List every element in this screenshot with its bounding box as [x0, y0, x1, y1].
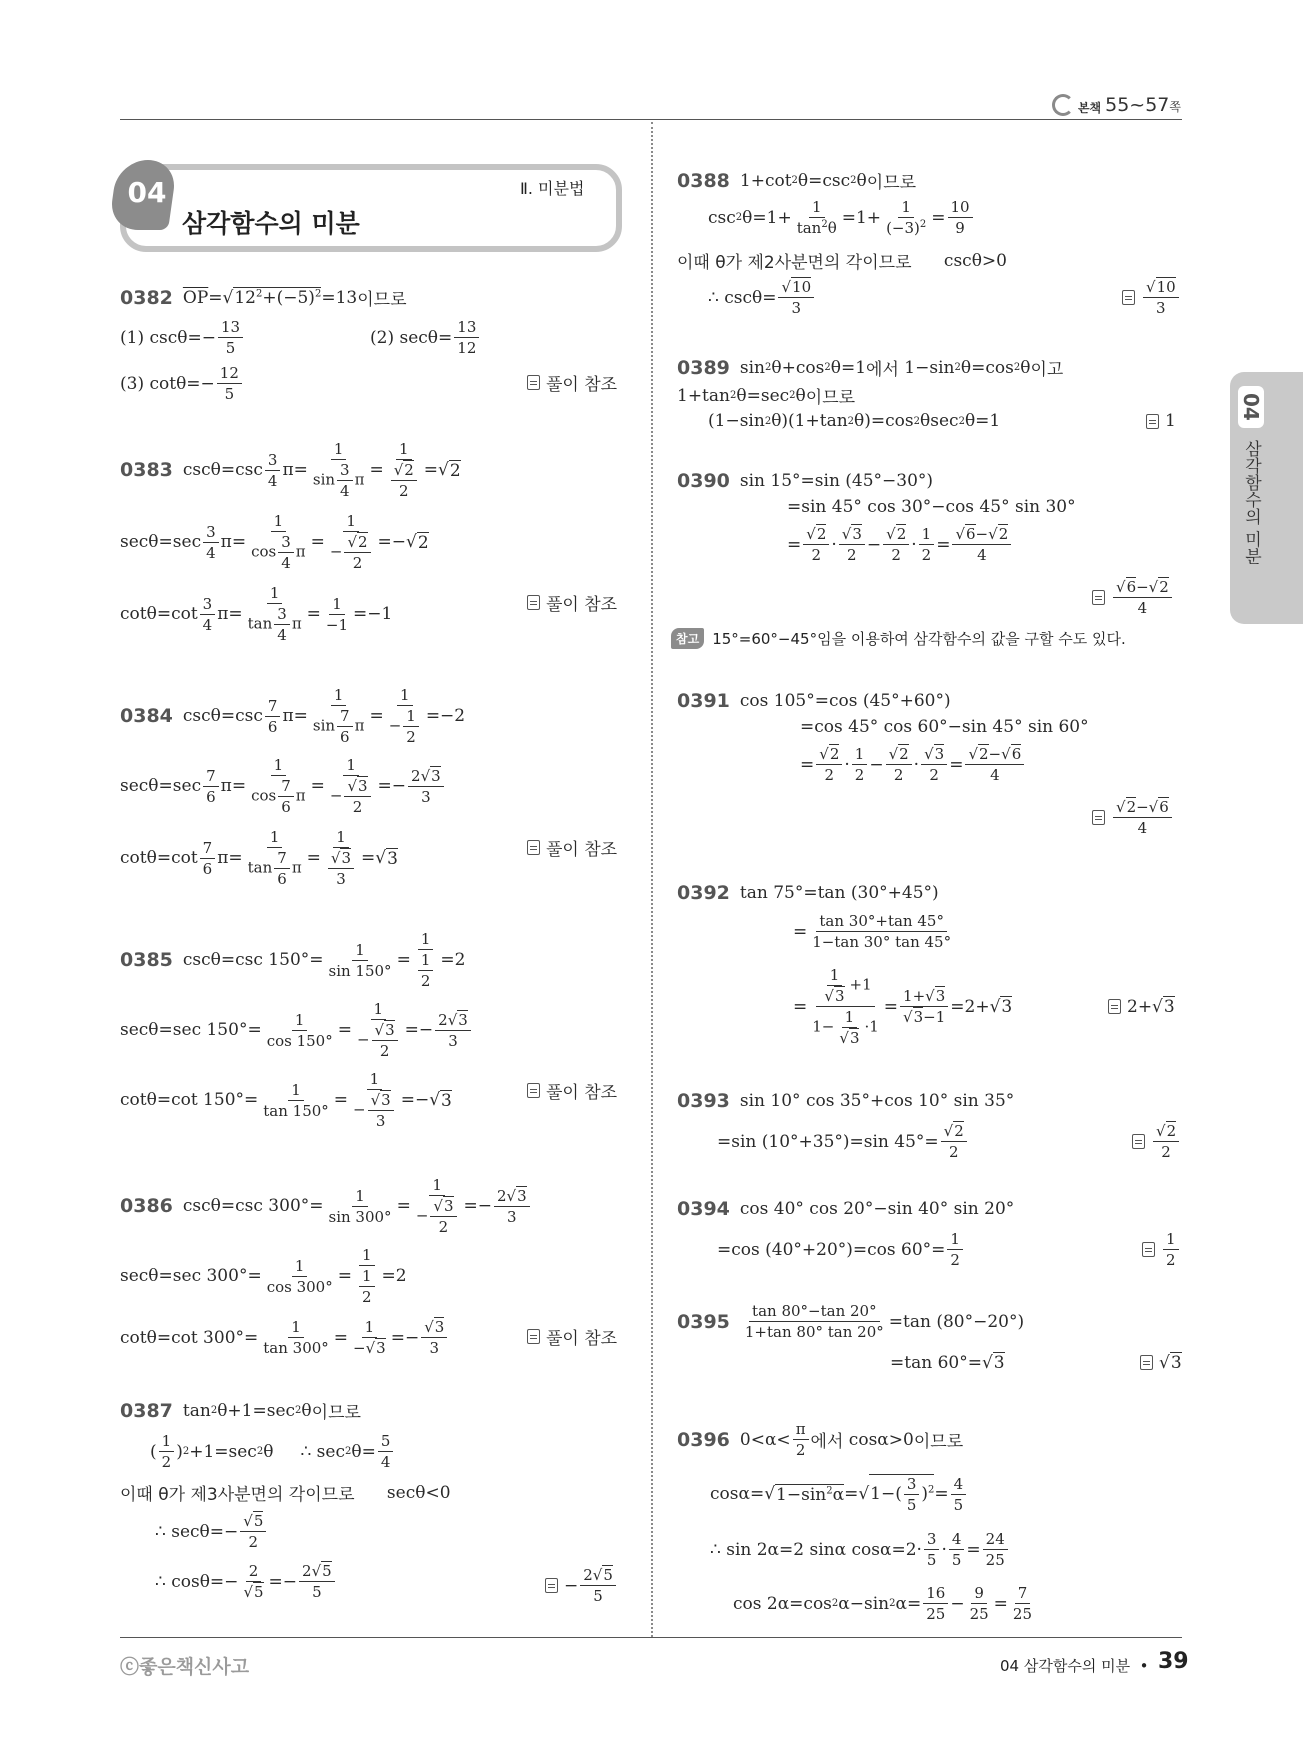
problem-0392-line2: = $\frac{1}{√3}$ +1 1− $\frac{1}{√3}$ ·1 = 1+√3 √3−1 =2+√ 3	[793, 966, 1013, 1047]
problem-0390-line1: =sin 45° cos 30°−cos 45° sin 30°	[787, 497, 1076, 517]
problem-0396-line3: cos 2α=cos 2 α−sin 2 α= 16 25 − 9 25 = 7 25	[733, 1584, 1033, 1623]
problem-0392-line1: = tan 30°+tan 45° 1−tan 30° tan 45°	[793, 912, 952, 951]
answer-0391: √2−√6 4	[1092, 798, 1174, 837]
problem-0396-line1: cosα=√ $1-\sin^2\alpha$ =√ 1−( $\frac{3}{5}$ )$^2$ = 4 5	[710, 1474, 968, 1514]
problem-0396: 0396 0<α< π 2 에서 cosα>0 이므로	[677, 1420, 964, 1459]
problem-0385-cot: cotθ=cot 150°= 1 tan 150° = 1 − $\frac{√3}{3}$ =−√ 3	[120, 1070, 452, 1130]
answer-icon	[527, 595, 540, 610]
answer-0395: √ 3	[1140, 1352, 1182, 1373]
answer-icon	[1092, 590, 1105, 605]
problem-0390: 0390 sin 15°=sin (45°−30°)	[677, 470, 934, 492]
problem-0396-line2: ∴ sin 2α=2 sinα cosα=2· 3 5 · 4 5 = 24 25	[710, 1530, 1010, 1569]
problem-0387-line1: ( 1 2 ) 2 +1=sec 2 θ ∴ sec 2 θ= 5 4	[150, 1432, 395, 1471]
problem-0382-line2: (2) secθ= 13 12	[370, 318, 481, 357]
answer-icon	[527, 840, 540, 855]
problem-0388: 0388 1+cot 2 θ=csc 2 θ 이므로	[677, 169, 917, 193]
problem-0387-line2: 이때 θ가 제3사분면의 각이므로 secθ<0	[120, 1482, 451, 1505]
problem-0393-line1: =sin (10°+35°)=sin 45°= √2 2	[717, 1122, 969, 1161]
chapter-unit: Ⅱ. 미분법	[520, 179, 585, 198]
note-badge: 참고	[671, 628, 704, 649]
problem-0395-line1: =tan 60°=√ 3	[890, 1352, 1005, 1373]
problem-0384-sec: secθ=sec 7 6 π= 1 cos $\frac{7}{6}$ π = 1 − $\frac{√3}{2}$ =− 2√3 3	[120, 756, 446, 816]
problem-0382: 0382 $\overline{OP}=√12^2+(-5)^2=13$ 이므로	[120, 286, 407, 310]
page-number: 39	[1158, 1649, 1189, 1674]
problem-0384: 0384 cscθ=csc 7 6 π= 1 sin $\frac{7}{6}$ π = 1 − $\frac{1}{2}$ =−2	[120, 686, 466, 746]
problem-0384-cot: cotθ=cot 7 6 π= 1 tan $\frac{7}{6}$ π = 1 $\frac{√3}{3}$ =√ 3	[120, 828, 398, 888]
problem-0389-line2: (1−sin 2 θ)(1+tan 2 θ)=cos 2 θsec 2 θ=1	[708, 411, 1001, 431]
answer-0387: − 2√5 5	[545, 1566, 618, 1605]
answer-icon	[1142, 1242, 1155, 1257]
answer-icon	[1122, 290, 1135, 305]
problem-0385-sec: secθ=sec 150°= 1 cos 150° = 1 − $\frac{√3}{2}$ =− 2√3 3	[120, 1000, 473, 1060]
problem-0383-sec: secθ=sec 3 4 π= 1 cos $\frac{3}{4}$ π = 1 − $\frac{√2}{2}$ =−√ 2	[120, 512, 429, 572]
problem-0386-sec: secθ=sec 300°= 1 cos 300° = 1 $\frac{1}{2}$ =2	[120, 1246, 407, 1306]
answer-0392: 2+√ 3	[1108, 996, 1175, 1017]
footer-chapter: 04 삼각함수의 미분 •	[1000, 1657, 1149, 1675]
note-text: 15°=60°−45°임을 이용하여 삼각함수의 값을 구할 수도 있다.	[712, 630, 1126, 648]
problem-0388-line3: ∴ cscθ= √10 3	[708, 278, 816, 317]
footer-rule	[120, 1637, 1182, 1638]
problem-0389-line1: 1+tan 2 θ=sec 2 θ 이므로	[677, 385, 856, 408]
answer-icon	[527, 1329, 540, 1344]
problem-0391: 0391 cos 105°=cos (45°+60°)	[677, 690, 951, 712]
answer-0385: 풀이 참조	[527, 1078, 617, 1103]
header-rule	[120, 119, 1182, 120]
answer-icon	[1092, 810, 1105, 825]
problem-0388-line2: 이때 θ가 제2사분면의 각이므로 cscθ>0	[677, 250, 1007, 273]
problem-0386-cot: cotθ=cot 300°= 1 tan 300° = 1 −√3 =− √3 3	[120, 1318, 449, 1357]
problem-0386: 0386 cscθ=csc 300°= 1 sin 300° = 1 − $\frac{√3}{2}$ =− 2√3 3	[120, 1176, 532, 1236]
publisher-logo: ⓒ좋은책신사고	[120, 1656, 250, 1678]
problem-0385: 0385 cscθ=csc 150°= 1 sin 150° = 1 $\frac{1}{2}$ =2	[120, 930, 466, 990]
problem-number: 0382	[120, 286, 173, 309]
answer-0393: √2 2	[1132, 1122, 1181, 1161]
column-divider	[651, 122, 653, 1637]
reference-pages: 55~57쪽	[1105, 94, 1181, 116]
problem-0391-line1: =cos 45° cos 60°−sin 45° sin 60°	[800, 717, 1089, 737]
problem-0387: 0387 tan 2 θ+1=sec 2 θ 이므로	[120, 1399, 361, 1423]
problem-0382-line3: (3) cotθ=− 12 5	[120, 364, 244, 403]
answer-icon	[545, 1578, 558, 1593]
problem-0389: 0389 sin 2 θ+cos 2 θ=1 에서 1−sin 2 θ=cos 2 θ 이고	[677, 356, 1064, 380]
textbook-reference	[1052, 94, 1181, 116]
answer-0386: 풀이 참조	[527, 1324, 617, 1349]
problem-0392: 0392 tan 75°=tan (30°+45°)	[677, 882, 939, 904]
answer-icon	[1140, 1355, 1153, 1370]
answer-0383: 풀이 참조	[527, 590, 617, 615]
problem-0383-cot: cotθ=cot 3 4 π= 1 tan $\frac{3}{4}$ π = 1 −1 =−1	[120, 584, 393, 644]
answer-icon	[1146, 414, 1159, 429]
problem-0387-line3: ∴ secθ=− √5 2	[155, 1512, 268, 1551]
answer-icon	[1108, 999, 1121, 1014]
answer-0388: √10 3	[1122, 278, 1181, 317]
chapter-title: 삼각함수의 미분	[182, 209, 360, 238]
answer-0382: 풀이 참조	[527, 370, 617, 395]
answer-0394: 1 2	[1142, 1230, 1181, 1269]
problem-0391-line2: = √2 2 · 1 2 − √2 2 · √3 2 = √2−√6 4	[800, 745, 1026, 784]
answer-0390: √6−√2 4	[1092, 578, 1174, 617]
problem-0390-line2: = √2 2 · √3 2 − √2 2 · 1 2 = √6−√2 4	[787, 525, 1013, 564]
problem-0394: 0394 cos 40° cos 20°−sin 40° sin 20°	[677, 1198, 1015, 1220]
note	[671, 628, 1126, 649]
answer-icon	[1132, 1134, 1145, 1149]
problem-0388-line1: csc 2 θ=1+ 1 $\tan^2\theta$ =1+ 1 $(-3)^2$ = 10 9	[708, 198, 975, 237]
problem-0394-line1: =cos (40°+20°)=cos 60°= 1 2	[717, 1230, 965, 1269]
problem-0382-line1: (1) cscθ=− 13 5	[120, 318, 245, 357]
answer-icon	[527, 1083, 540, 1098]
side-tab-number: 04	[1238, 386, 1264, 428]
reference-label: 본책	[1077, 101, 1102, 115]
chapter-number: 04	[127, 176, 167, 209]
problem-0387-line4: ∴ cosθ=− 2 √5 =− 2√5 5	[155, 1562, 337, 1601]
side-tab-title: 삼각함수의 미분	[1241, 440, 1261, 565]
answer-icon	[527, 375, 540, 390]
answer-0389: 1	[1146, 411, 1176, 431]
answer-0384: 풀이 참조	[527, 835, 617, 860]
problem-0383: 0383 cscθ=csc 3 4 π= 1 sin $\frac{3}{4}$ π = 1 $\frac{√2}{2}$ =√ 2	[120, 440, 461, 500]
problem-0395: 0395 tan 80°−tan 20° 1+tan 80° tan 20° =tan (80°−20°)	[677, 1302, 1025, 1341]
refresh-icon	[1052, 94, 1074, 116]
problem-0393: 0393 sin 10° cos 35°+cos 10° sin 35°	[677, 1090, 1015, 1112]
